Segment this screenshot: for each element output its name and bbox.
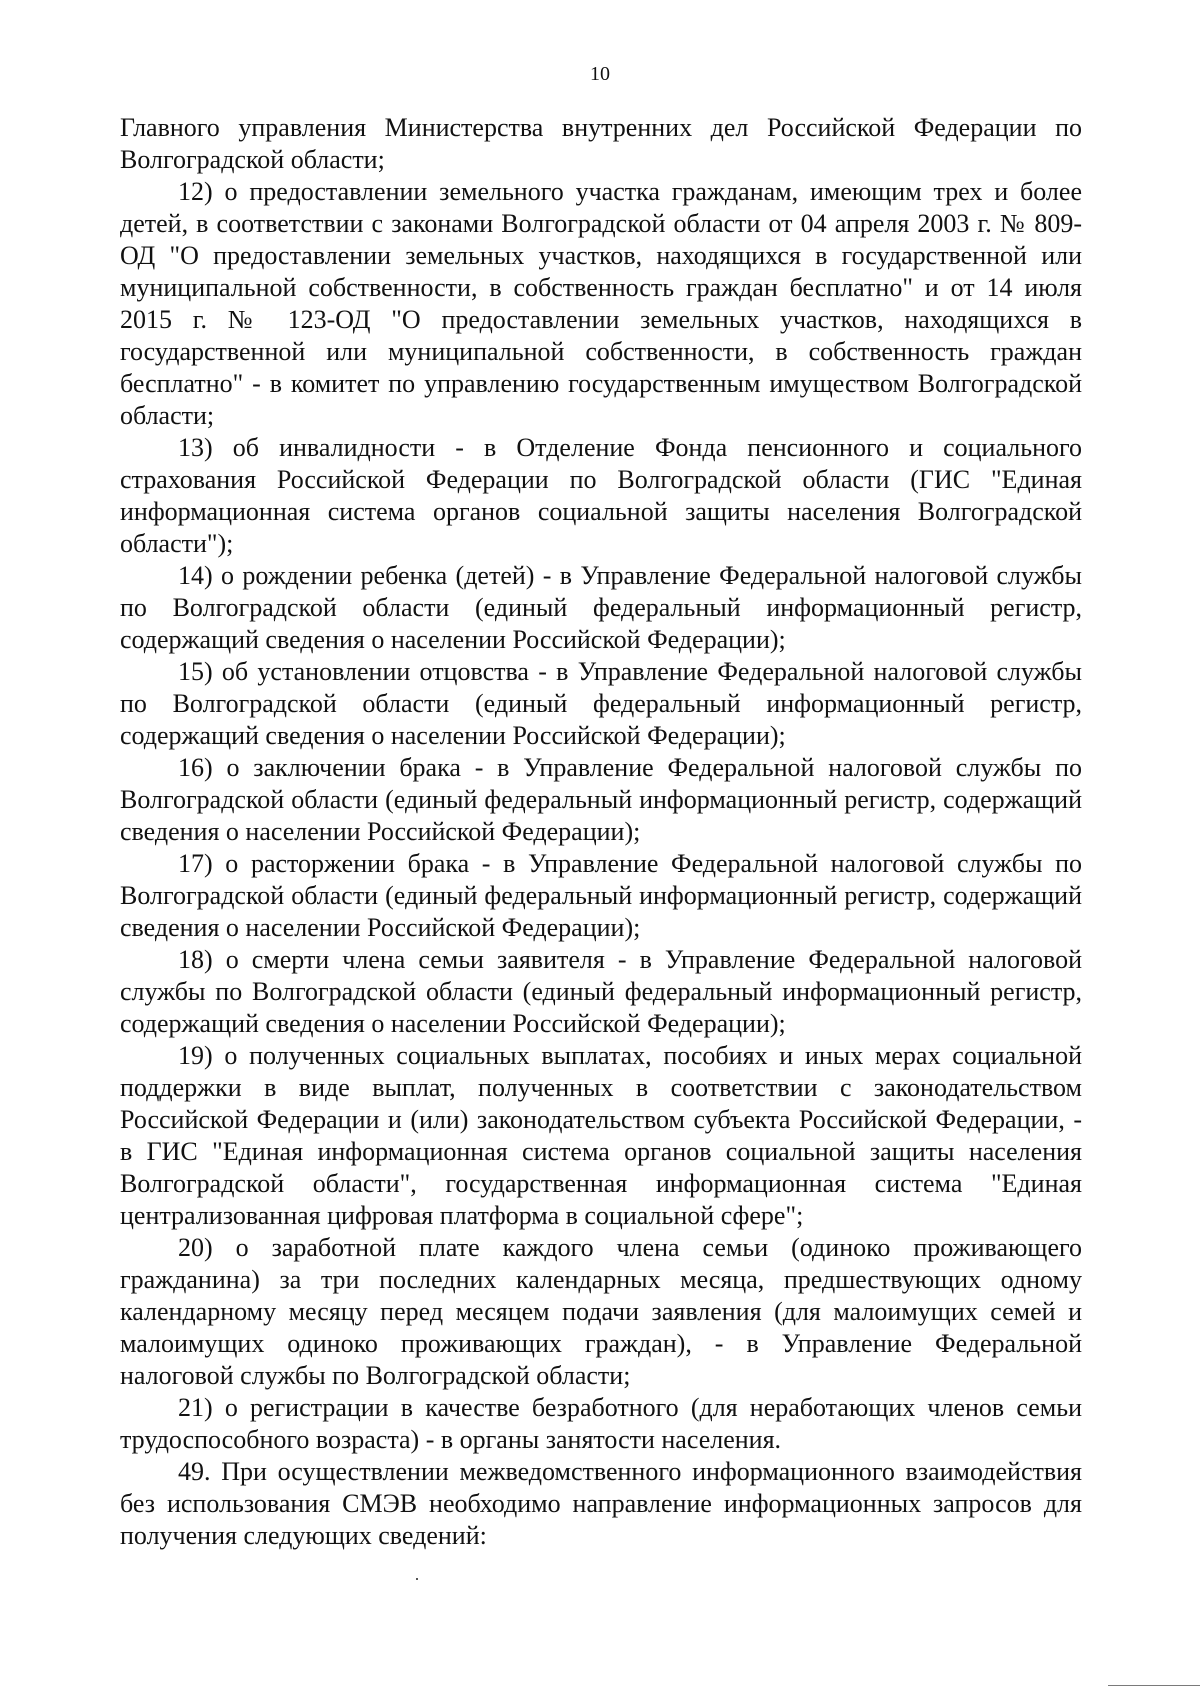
list-item-16: 16) о заключении брака - в Управление Федеральной налоговой службы по Волгоградской области (единый федеральный информационный регистр, содержащий сведения о населении Российской Федерации); bbox=[120, 753, 1082, 846]
list-item-20: 20) о заработной плате каждого члена семьи (одиноко проживающего гражданина) за три последних календарных месяца, предшествующих одному календарному месяцу перед месяцем подачи заявления (для малоимущих семей и малоимущих одиноко проживающих граждан), - в Управление Федеральной налоговой службы по Волгоградской области; bbox=[120, 1233, 1082, 1390]
scan-artifact-dot bbox=[416, 1578, 418, 1580]
list-item-13: 13) об инвалидности - в Отделение Фонда пенсионного и социального страхования Российской Федерации по Волгоградской области (ГИС "Единая информационная система органов социальной защиты населения Волгоградской области"); bbox=[120, 433, 1082, 558]
section-49: 49. При осуществлении межведомственного информационного взаимодействия без использования СМЭВ необходимо направление информационных запросов для получения следующих сведений: bbox=[120, 1457, 1082, 1550]
list-item-15: 15) об установлении отцовства - в Управление Федеральной налоговой службы по Волгоградской области (единый федеральный информационный регистр, содержащий сведения о населении Российской Федерации); bbox=[120, 657, 1082, 750]
list-item-14: 14) о рождении ребенка (детей) - в Управление Федеральной налоговой службы по Волгоградской области (единый федеральный информационный регистр, содержащий сведения о населении Российской Федерации); bbox=[120, 561, 1082, 654]
scan-artifact-edge bbox=[1108, 1685, 1200, 1686]
list-item-21: 21) о регистрации в качестве безработного (для неработающих членов семьи трудоспособного возраста) - в органы занятости населения. bbox=[120, 1393, 1082, 1454]
list-item-18: 18) о смерти члена семьи заявителя - в Управление Федеральной налоговой службы по Волгоградской области (единый федеральный информационный регистр, содержащий сведения о населении Российской Федерации); bbox=[120, 945, 1082, 1038]
list-item-19: 19) о полученных социальных выплатах, пособиях и иных мерах социальной поддержки в виде выплат, полученных в соответствии с законодательством Российской Федерации и (или) законодательством субъекта Российской Федерации, - в ГИС "Единая информационная система органов социальной защиты населения Волгоградской области", государственная информационная система "Единая централизованная цифровая платформа в социальной сфере"; bbox=[120, 1041, 1082, 1230]
list-item-17: 17) о расторжении брака - в Управление Федеральной налоговой службы по Волгоградской области (единый федеральный информационный регистр, содержащий сведения о населении Российской Федерации); bbox=[120, 849, 1082, 942]
page-number: 10 bbox=[590, 63, 610, 85]
list-item-12: 12) о предоставлении земельного участка гражданам, имеющим трех и более детей, в соответствии с законами Волгоградской области от 04 апреля 2003 г. № 809-ОД "О предоставлении земельных участков, находящихся в государственной или муниципальной собственности, в собственность граждан бесплатно" и от 14 июля 2015 г. № 123-ОД "О предоставлении земельных участков, находящихся в государственной или муниципальной собственности, в собственность граждан бесплатно" - в комитет по управлению государственным имуществом Волгоградской области; bbox=[120, 177, 1082, 430]
document-body bbox=[120, 112, 1082, 1552]
paragraph-continuation: Главного управления Министерства внутренних дел Российской Федерации по Волгоградской области; bbox=[120, 113, 1082, 174]
